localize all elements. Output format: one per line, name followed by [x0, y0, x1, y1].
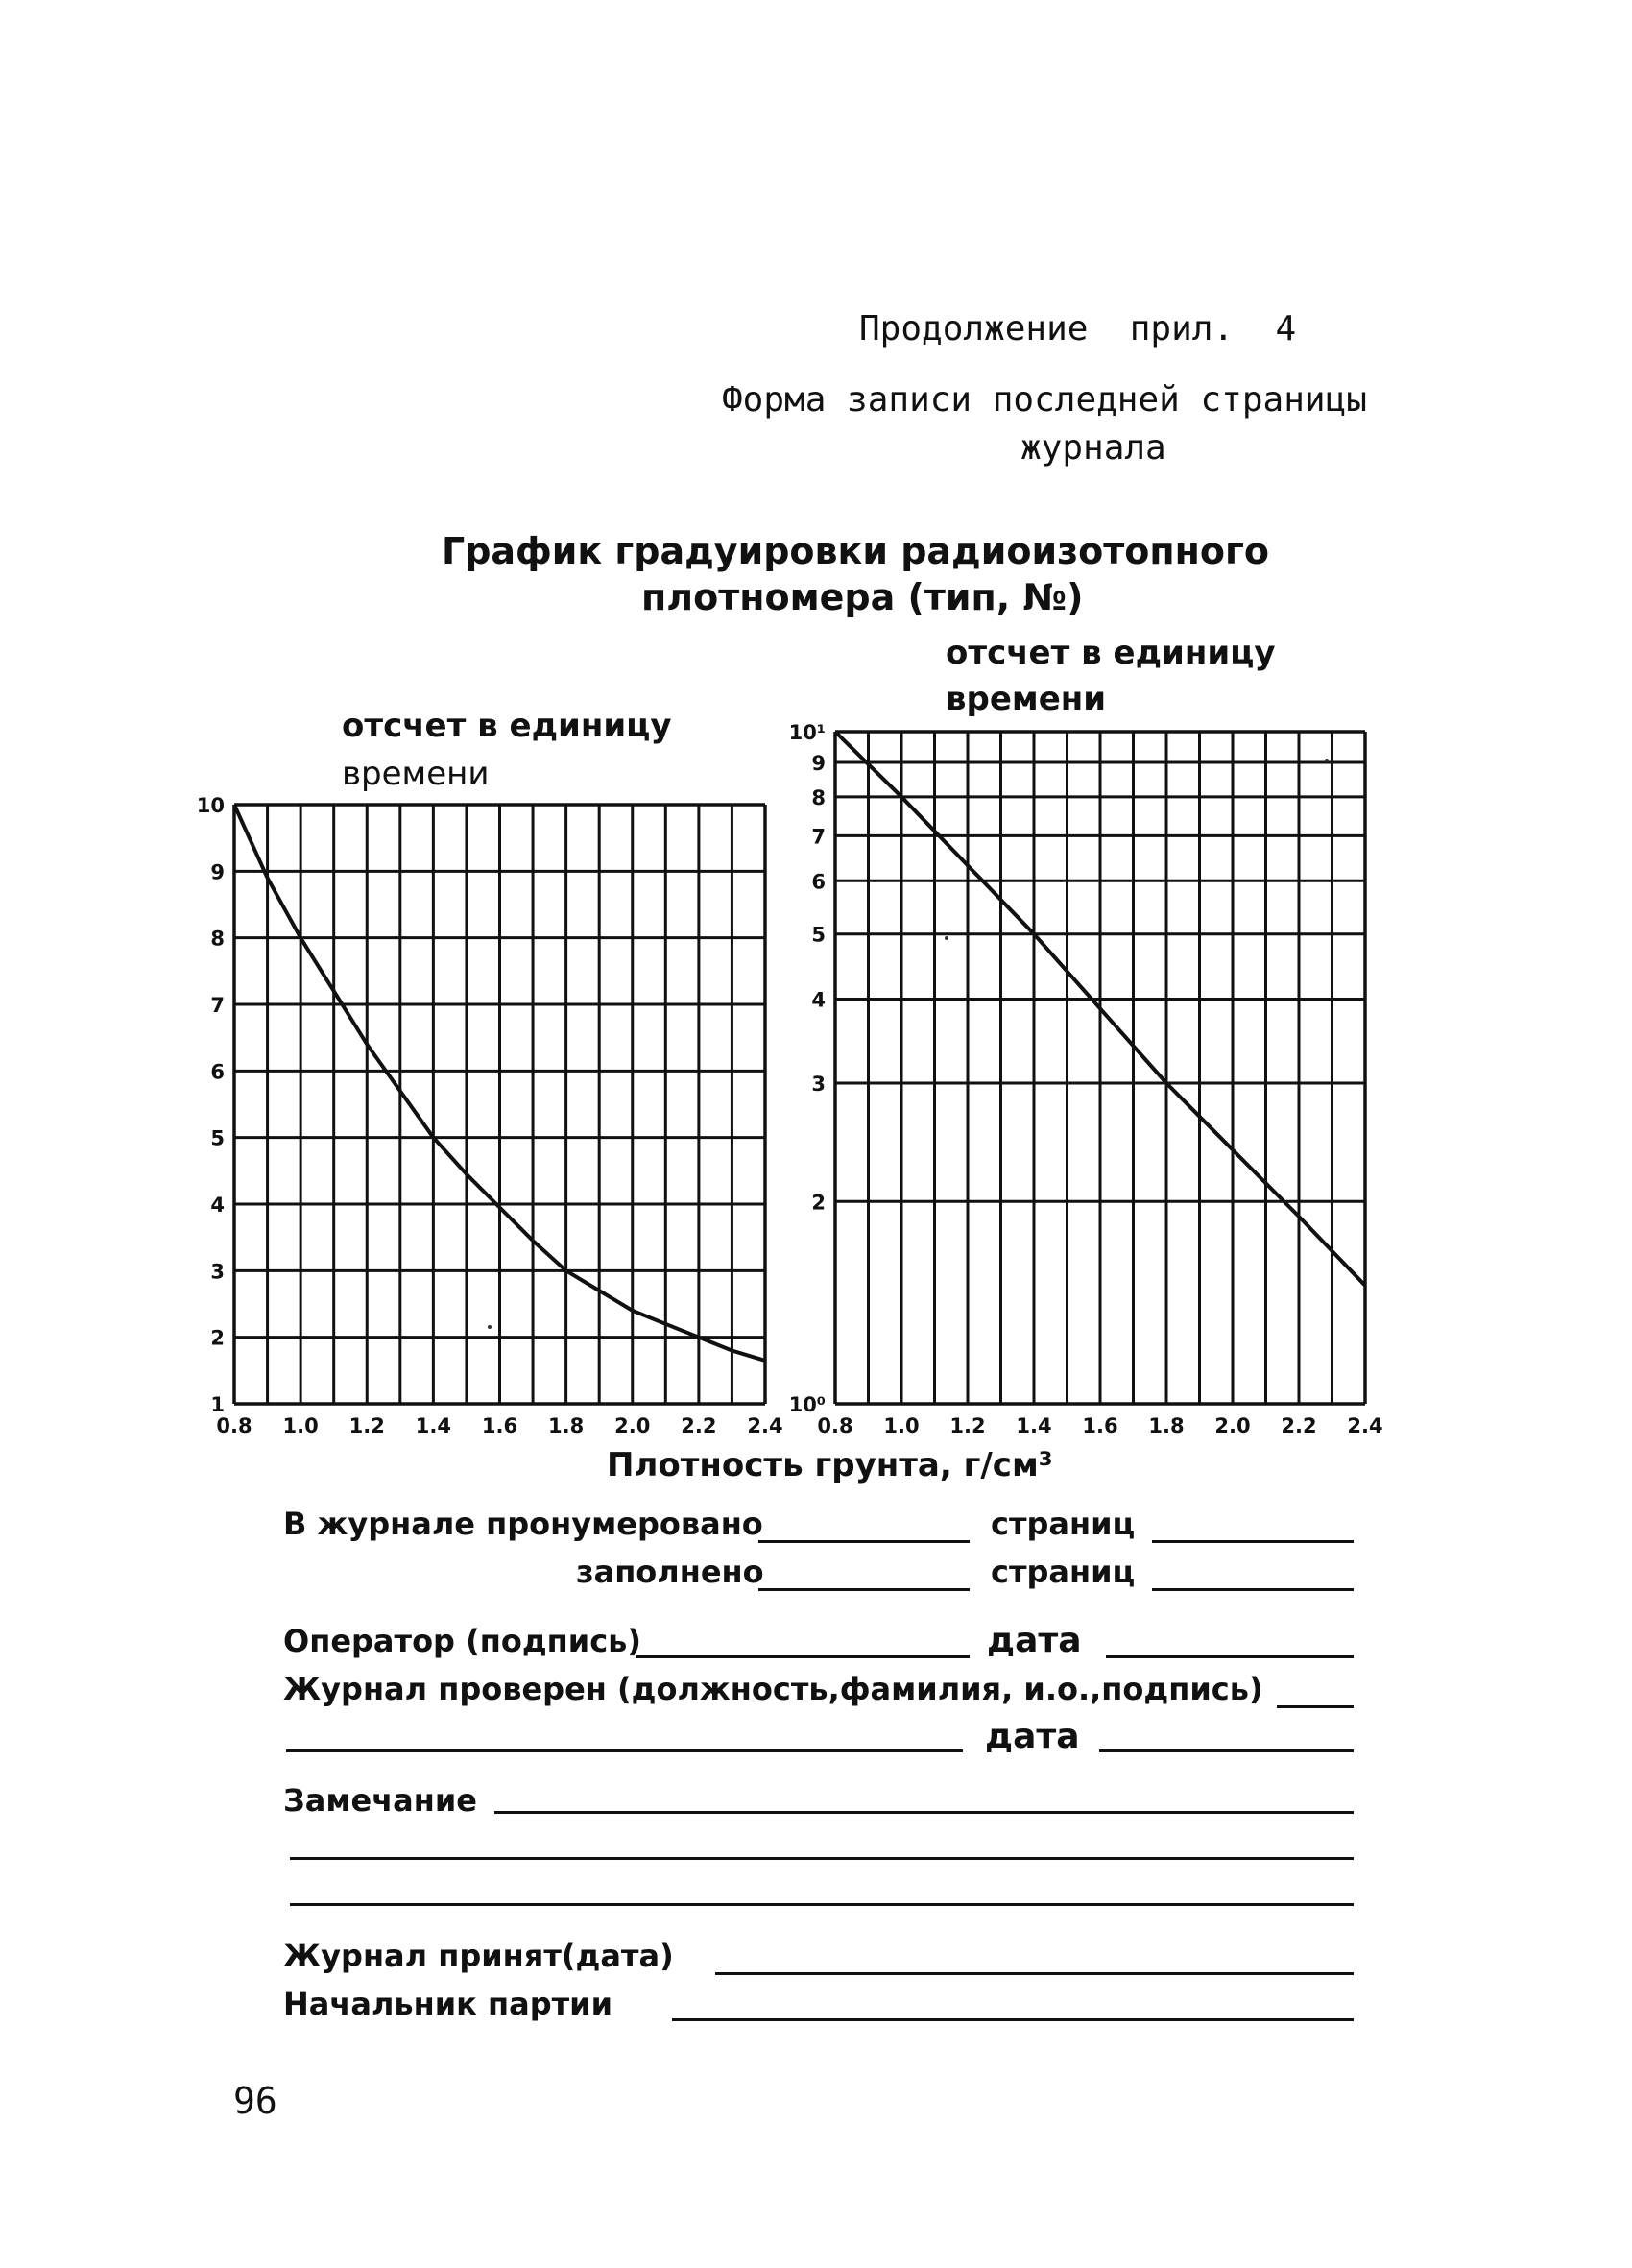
right-chart-ylabel: отсчет в единицу	[946, 634, 1276, 672]
party-chief-blank[interactable]	[672, 2018, 1354, 2021]
right-y-tick-label: 9	[811, 752, 826, 776]
remark-blank-2[interactable]	[290, 1857, 1354, 1860]
form-title-line2: журнала	[1020, 428, 1166, 468]
filled-blank[interactable]	[758, 1588, 970, 1591]
right-y-tick-label: 10⁰	[788, 1393, 826, 1416]
operator-signature-blank[interactable]	[636, 1655, 970, 1658]
right-x-tick-label: 1.4	[1016, 1414, 1052, 1437]
journal-accepted-label: Журнал принят(дата)	[283, 1938, 674, 1974]
left-y-tick-label: 4	[210, 1194, 225, 1217]
remark-blank-1[interactable]	[494, 1811, 1354, 1814]
right-x-tick-label: 0.8	[817, 1414, 853, 1437]
left-x-tick-label: 2.0	[614, 1414, 651, 1437]
left-x-tick-label: 1.0	[282, 1414, 319, 1437]
operator-date-blank[interactable]	[1106, 1655, 1354, 1658]
left-x-tick-label: 2.2	[681, 1414, 717, 1437]
chart-title-line2: плотномера (тип, №)	[641, 576, 1084, 618]
left-y-tick-label: 3	[210, 1260, 225, 1284]
left-y-tick-label: 5	[210, 1126, 225, 1150]
left-y-tick-label: 10	[196, 794, 225, 817]
scan-speck	[945, 936, 948, 940]
pages-numbered-label: В журнале пронумеровано	[283, 1506, 763, 1542]
right-y-tick-label: 3	[811, 1073, 826, 1097]
right-y-tick-label: 2	[811, 1191, 826, 1215]
right-y-tick-label: 6	[811, 870, 826, 894]
party-chief-label: Начальник партии	[283, 1986, 612, 2022]
left-x-tick-label: 1.2	[348, 1414, 385, 1437]
pages-numbered-blank[interactable]	[758, 1540, 970, 1543]
journal-checked-label: Журнал проверен (должность,фамилия, и.о.,подпись)	[283, 1671, 1263, 1707]
right-y-tick-label: 5	[811, 923, 826, 947]
left-y-tick-label: 1	[210, 1393, 225, 1416]
filled-pages-blank[interactable]	[1152, 1588, 1354, 1591]
right-x-tick-label: 2.4	[1347, 1414, 1383, 1437]
pages-label: страниц	[991, 1506, 1136, 1542]
left-y-tick-label: 6	[210, 1060, 225, 1084]
left-x-tick-label: 1.4	[415, 1414, 451, 1437]
date-label-2: дата	[985, 1717, 1080, 1756]
right-x-tick-label: 1.2	[949, 1414, 986, 1437]
left-y-tick-label: 2	[210, 1326, 225, 1350]
checked-date-blank[interactable]	[1099, 1749, 1354, 1752]
right-x-tick-label: 2.0	[1214, 1414, 1251, 1437]
filled-label: заполнено	[576, 1554, 764, 1590]
right-y-tick-label: 8	[811, 785, 826, 809]
remark-label: Замечание	[283, 1782, 477, 1819]
checked-blank-2[interactable]	[286, 1749, 963, 1752]
left-x-tick-label: 1.8	[548, 1414, 585, 1437]
left-x-tick-label: 2.4	[747, 1414, 783, 1437]
left-x-tick-label: 1.6	[481, 1414, 518, 1437]
left-y-tick-label: 9	[210, 860, 225, 884]
page-number: 96	[233, 2080, 277, 2122]
appendix-continuation: Продолжение прил. 4	[859, 309, 1297, 349]
left-y-tick-label: 8	[210, 927, 225, 951]
pages-count-blank[interactable]	[1152, 1540, 1354, 1543]
accepted-date-blank[interactable]	[715, 1972, 1354, 1975]
left-chart-ylabel-line2: времени	[342, 755, 490, 793]
chart-title-line1: График градуировки радиоизотопного	[442, 530, 1269, 572]
right-x-tick-label: 1.6	[1082, 1414, 1118, 1437]
form-title: Форма записи последней страницы	[722, 380, 1367, 420]
operator-label: Оператор (подпись)	[283, 1623, 642, 1659]
remark-blank-3[interactable]	[290, 1903, 1354, 1906]
right-y-tick-label: 4	[811, 988, 826, 1012]
right-x-tick-label: 2.2	[1281, 1414, 1317, 1437]
x-axis-label: Плотность грунта, г/см³	[607, 1446, 1053, 1484]
left-y-tick-label: 7	[210, 994, 225, 1017]
right-y-tick-label: 7	[811, 825, 826, 849]
left-chart-ylabel: отсчет в единицу	[342, 707, 672, 745]
right-y-tick-label: 10¹	[788, 721, 826, 744]
date-label: дата	[987, 1621, 1082, 1660]
checked-blank-1[interactable]	[1277, 1705, 1354, 1708]
left-x-tick-label: 0.8	[216, 1414, 252, 1437]
right-x-tick-label: 1.0	[883, 1414, 920, 1437]
scan-speck	[1325, 759, 1329, 762]
pages-label-2: страниц	[991, 1554, 1136, 1590]
scan-speck	[488, 1325, 492, 1329]
right-x-tick-label: 1.8	[1148, 1414, 1185, 1437]
right-chart-ylabel-line2: времени	[946, 680, 1107, 718]
